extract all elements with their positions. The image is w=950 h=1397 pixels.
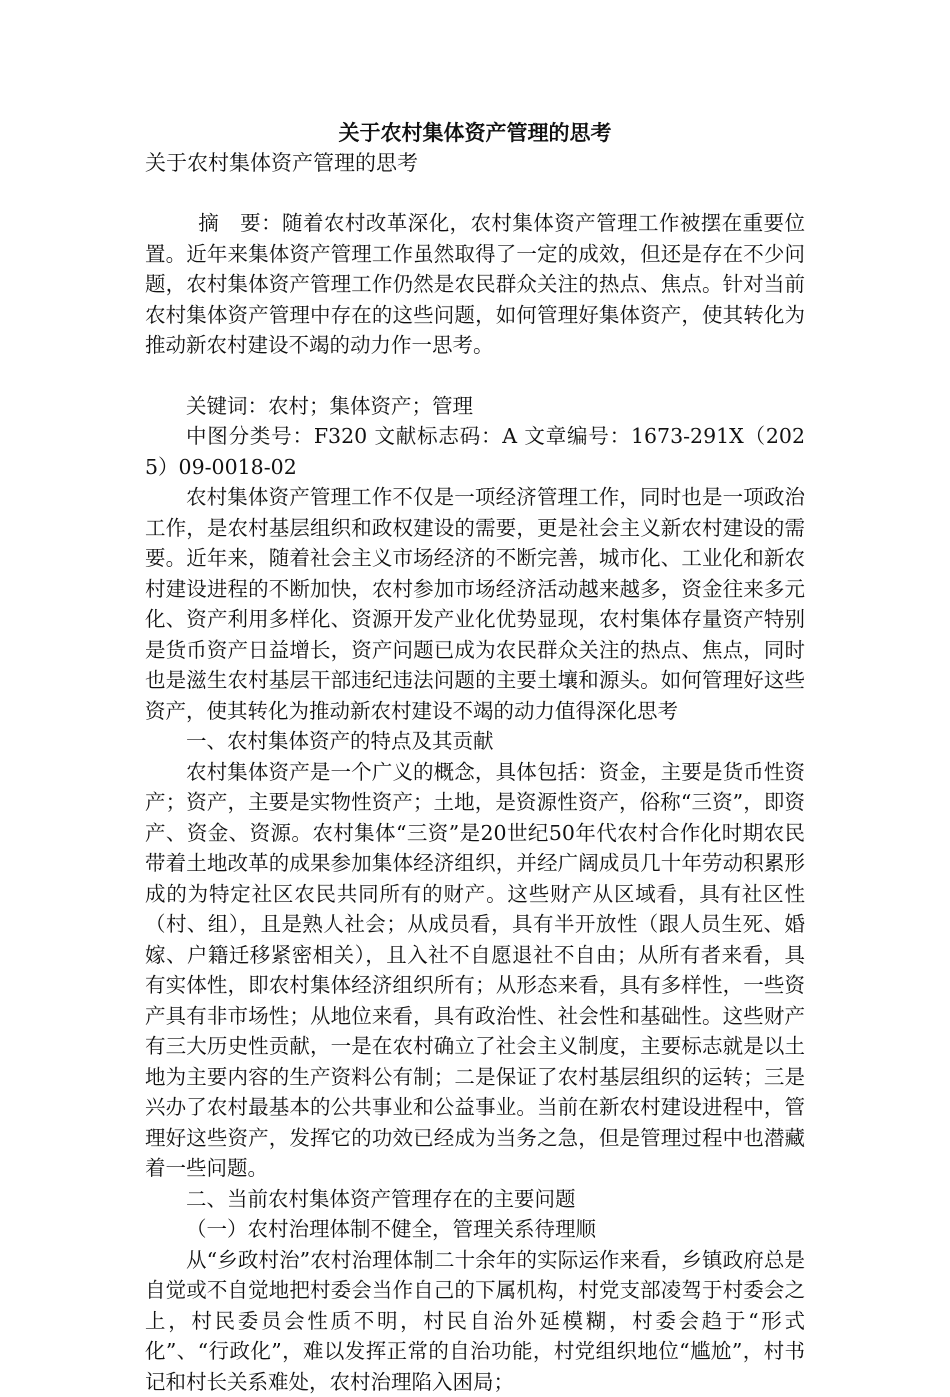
section-2-subheading-1: （一）农村治理体制不健全，管理关系待理顺 [145, 1214, 805, 1245]
document-subtitle: 关于农村集体资产管理的思考 [145, 148, 805, 178]
section-1-heading: 一、农村集体资产的特点及其贡献 [145, 726, 805, 757]
document-page [145, 118, 805, 1397]
intro-paragraph: 农村集体资产管理工作不仅是一项经济管理工作，同时也是一项政治工作，是农村基层组织和政权建设的需要，更是社会主义新农村建设的需要。近年来，随着社会主义市场经济的不断完善，城市化、工业化和新农村建设进程的不断加快，农村参加市场经济活动越来越多，资金往来多元化、资产利用多样化、资源开发产业化优势显现，农村集体存量资产特别是货币资产日益增长，资产问题已成为农民群众关注的热点、焦点，同时也是滋生农村基层干部违纪违法问题的主要土壤和源头。如何管理好这些资产，使其转化为推动新农村建设不竭的动力值得深化思考 [145, 482, 805, 726]
section-2-heading: 二、当前农村集体资产管理存在的主要问题 [145, 1184, 805, 1215]
document-title: 关于农村集体资产管理的思考 [145, 118, 805, 148]
section-2-paragraph-1: 从“乡政村治”农村治理体制二十余年的实际运作来看，乡镇政府总是自觉或不自觉地把村委会当作自己的下属机构，村党支部凌驾于村委会之上，村民委员会性质不明，村民自治外延模糊，村委会趋于“形式化”、“行政化”，难以发挥正常的自治功能，村党组织地位“尴尬”，村书记和村长关系难处，农村治理陷入困局； [145, 1245, 805, 1397]
keywords-line: 关键词：农村；集体资产；管理 [145, 391, 805, 422]
abstract-paragraph: 摘 要：随着农村改革深化，农村集体资产管理工作被摆在重要位置。近年来集体资产管理工作虽然取得了一定的成效，但还是存在不少问题，农村集体资产管理工作仍然是农民群众关注的热点、焦点。针对当前农村集体资产管理中存在的这些问题，如何管理好集体资产，使其转化为推动新农村建设不竭的动力作一思考。 [145, 208, 805, 361]
classification-line: 中图分类号：F320 文献标志码：A 文章编号：1673-291X（2025）09-0018-02 [145, 421, 805, 482]
section-1-paragraph: 农村集体资产是一个广义的概念，具体包括：资金，主要是货币性资产；资产，主要是实物性资产；土地，是资源性资产，俗称“三资”，即资产、资金、资源。农村集体“三资”是20世纪50年代农村合作化时期农民带着土地改革的成果参加集体经济组织，并经广阔成员几十年劳动积累形成的为特定社区农民共同所有的财产。这些财产从区域看，具有社区性（村、组），且是熟人社会；从成员看，具有半开放性（跟人员生死、婚嫁、户籍迁移紧密相关），且入社不自愿退社不自由；从所有者来看，具有实体性，即农村集体经济组织所有；从形态来看，具有多样性，一些资产具有非市场性；从地位来看，具有政治性、社会性和基础性。这些财产有三大历史性贡献，一是在农村确立了社会主义制度，主要标志就是以土地为主要内容的生产资料公有制；二是保证了农村基层组织的运转；三是兴办了农村最基本的公共事业和公益事业。当前在新农村建设进程中，管理好这些资产，发挥它的功效已经成为当务之急，但是管理过程中也潜藏着一些问题。 [145, 757, 805, 1184]
